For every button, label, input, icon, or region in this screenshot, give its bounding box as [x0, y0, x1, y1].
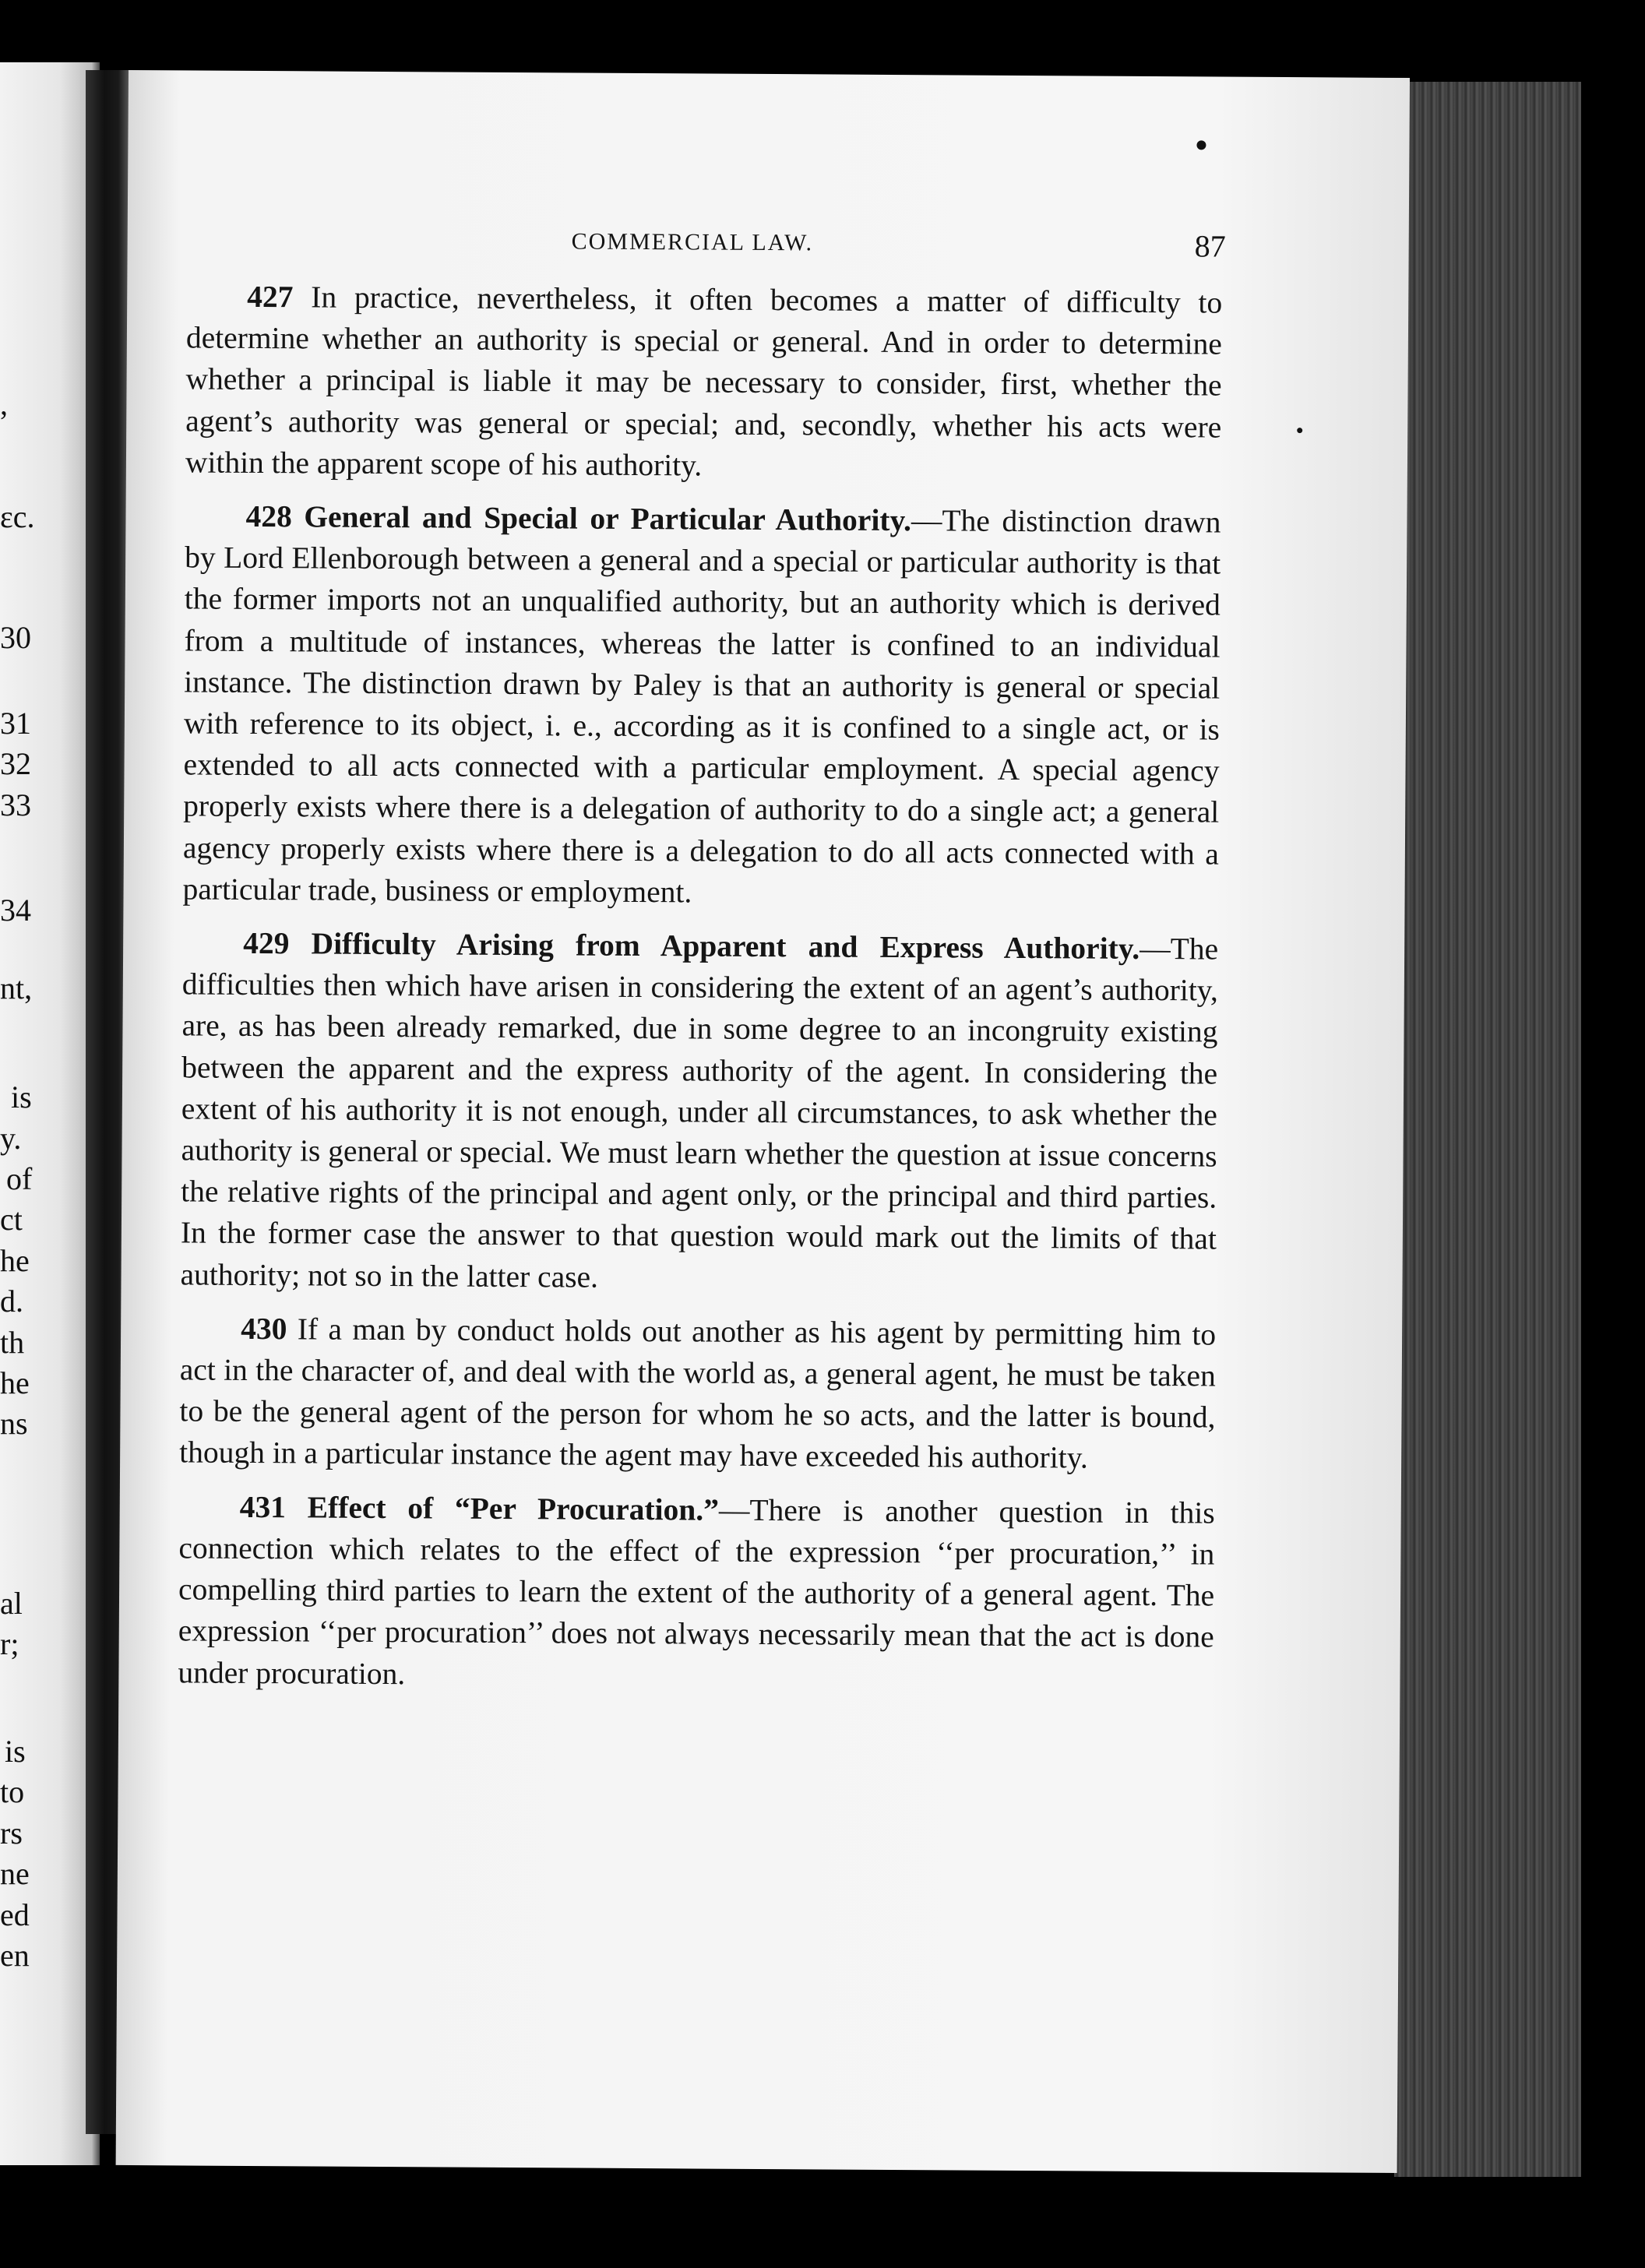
left-page-fragment: 34	[0, 893, 31, 928]
left-page-fragment: he	[0, 1243, 30, 1278]
paragraph-428	[182, 495, 1221, 916]
left-page-fragment: d.	[0, 1284, 23, 1319]
paragraph-431	[178, 1486, 1215, 1699]
running-head	[127, 226, 1408, 273]
left-facing-page	[0, 62, 100, 2165]
running-head-title: COMMERCIAL LAW.	[571, 228, 814, 256]
left-page-fragment: ne	[0, 1856, 30, 1891]
ink-speck	[1196, 140, 1206, 150]
left-page-fragment: 30	[0, 620, 31, 655]
paragraph-427	[185, 276, 1223, 489]
paragraph-text: If a man by conduct holds out another as his agent by permitting him to act in the character of, and deal with the world as, a general agent, he must be taken to be the general agent of the person for whom he so acts, and the latter is bound, though in a particular instance the agent may have exceeded his authority.	[179, 1312, 1217, 1476]
left-page-fragment: 32	[0, 746, 31, 781]
left-page-fragment: th	[0, 1325, 25, 1360]
left-page-fragment: ns	[0, 1406, 28, 1441]
left-page-fragment: ct	[0, 1202, 23, 1237]
paragraph-heading: Effect of “Per Procuration.”	[285, 1489, 720, 1527]
paragraph-text: In practice, nevertheless, it often becomes a matter of difficulty to determine whether an authority is special or general. And in order to determine whether a principal is liable it may be necessary to consider, first, whether the agent’s authority was general or special; and, secondly, whether his acts were within the apparent scope of his authority.	[185, 280, 1223, 483]
ink-speck	[1297, 428, 1302, 433]
paragraph-heading: Difficulty Arising from Apparent and Express Authority.	[289, 926, 1140, 966]
left-page-fragment: y.	[0, 1121, 22, 1156]
paragraph-number: 428	[245, 498, 292, 534]
paragraph-number: 427	[247, 279, 294, 315]
left-page-fragment: nt,	[0, 970, 33, 1005]
paragraph-number: 430	[241, 1311, 287, 1347]
paragraph-heading: General and Special or Particular Authority.	[291, 499, 912, 538]
paragraph-text: —The distinction drawn by Lord Ellenborough between a general and a special or particular authority is that the former imports not an unqualified authority, but an authority which is derived from a multitude of instances, whereas the latter is confined to an individual instance. The distinction drawn by Paley is that an authority is general or special with reference to its object, i. e., according as it is confined to a single act, or is extended to all acts connected with a particular employment. A special agency properly exists where there is a delegation of authority to do a single act; a general agency properly exists where there is a delegation to do all acts connected with a particular trade, business or employment.	[182, 503, 1221, 910]
left-page-fragment: of	[6, 1161, 33, 1196]
left-page-fragment: al	[0, 1586, 23, 1621]
left-page-fragment: rs	[0, 1815, 23, 1851]
book-page	[116, 70, 1410, 2173]
left-page-fragment: 33	[0, 787, 31, 822]
left-page-fragment: r;	[0, 1626, 19, 1661]
left-page-fragment: he	[0, 1365, 30, 1400]
paragraph-429	[180, 922, 1218, 1301]
page-edge-stack	[1394, 82, 1581, 2177]
paragraph-number: 429	[243, 925, 290, 961]
left-page-fragment: ɛc.	[0, 499, 35, 534]
left-page-fragment: ed	[0, 1897, 30, 1932]
left-page-fragment: en	[0, 1938, 30, 1973]
left-page-fragment: is	[5, 1734, 26, 1769]
left-page-fragment: ,	[0, 386, 8, 421]
left-page-fragment: 31	[0, 706, 31, 741]
paragraph-text: —The difficulties then which have arisen in considering the extent of an agent’s authority, are, as has been already remarked, due in some degree to an incongruity existing between the apparent and the express authority of the agent. In considering the extent of his authority it is not enough, under all circumstances, to ask whether the authority is general or special. We must learn whether the question at issue concerns the relative rights of the principal and agent only, or the principal and third parties. In the former case the answer to that question would mark out the limits of that authority; not so in the latter case.	[180, 931, 1219, 1294]
page-number: 87	[1194, 228, 1226, 264]
paragraph-number: 431	[239, 1489, 287, 1524]
body-text	[178, 276, 1222, 1712]
paragraph-430	[179, 1308, 1216, 1480]
left-page-fragment: is	[11, 1079, 32, 1115]
paragraph-text: —There is another question in this connection which relates to the effect of the expression ‘‘per procuration,’’ in compelling third parties to learn the extent of the authority of a general agent. The expression ‘‘per procuration’’ does not always necessarily mean that the act is done under procuration.	[178, 1492, 1215, 1691]
left-page-fragment: to	[0, 1774, 25, 1809]
